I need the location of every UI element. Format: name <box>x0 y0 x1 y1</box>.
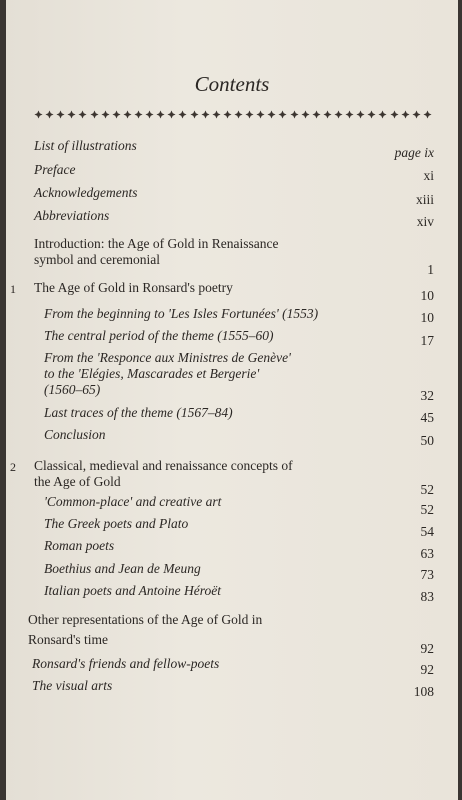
toc-entry-central-period: The central period of the theme (1555–60) <box>44 328 274 343</box>
fleuron-ornament <box>134 110 143 119</box>
book-page <box>6 0 458 800</box>
fleuron-ornament <box>190 110 199 119</box>
toc-entry-greek-poets: The Greek poets and Plato <box>44 516 189 531</box>
chapter-number-1: 1 <box>10 282 16 296</box>
fleuron-ornament <box>212 110 221 119</box>
toc-page-ronsards-friends: 92 <box>420 662 434 677</box>
toc-chapter-1-title: The Age of Gold in Ronsard's poetry <box>34 280 233 295</box>
toc-entry-acknowledgements: Acknowledgements <box>34 185 138 200</box>
fleuron-ornament <box>267 110 276 119</box>
fleuron-ornament <box>334 110 343 119</box>
toc-page-common-place: 52 <box>420 502 434 517</box>
toc-entry-responce-line1: From the 'Responce aux Ministres de Genève' <box>44 350 291 365</box>
toc-page-conclusion: 50 <box>420 433 434 448</box>
toc-page-from-the-beginning: 10 <box>420 310 434 325</box>
fleuron-ornament <box>423 110 432 119</box>
toc-entry-from-the-beginning: From the beginning to 'Les Isles Fortunées' (1553) <box>44 306 319 321</box>
toc-entry-common-place: 'Common-place' and creative art <box>44 494 222 509</box>
toc-page-italian-poets: 83 <box>420 589 434 604</box>
toc-entry-boethius: Boethius and Jean de Meung <box>44 561 201 576</box>
toc-page-chapter-1: 10 <box>420 288 434 303</box>
fleuron-ornament <box>401 110 410 119</box>
toc-page-chapter-2: 52 <box>420 482 434 497</box>
toc-chapter-2-title-line2: the Age of Gold <box>34 474 121 489</box>
toc-entry-list-of-illustrations: List of illustrations <box>34 138 137 153</box>
ornament-rule <box>34 108 432 120</box>
toc-page-greek-poets: 54 <box>420 524 434 539</box>
toc-entry-ronsards-friends: Ronsard's friends and fellow-poets <box>32 656 220 671</box>
fleuron-ornament <box>278 110 287 119</box>
fleuron-ornament <box>290 110 299 119</box>
toc-page-introduction: 1 <box>427 262 434 277</box>
fleuron-ornament <box>345 110 354 119</box>
fleuron-ornament <box>367 110 376 119</box>
toc-entry-preface: Preface <box>34 162 76 177</box>
toc-entry-visual-arts: The visual arts <box>32 678 113 693</box>
contents-heading: Contents <box>194 72 270 96</box>
fleuron-ornament <box>323 110 332 119</box>
fleuron-ornament <box>256 110 265 119</box>
fleuron-ornament <box>78 110 87 119</box>
fleuron-ornament <box>378 110 387 119</box>
fleuron-ornament <box>412 110 421 119</box>
toc-entry-conclusion: Conclusion <box>44 427 106 442</box>
toc-page-boethius: 73 <box>420 567 434 582</box>
fleuron-ornament <box>34 110 43 119</box>
toc-page-visual-arts: 108 <box>413 684 434 699</box>
toc-entry-responce-line3: (1560–65) <box>44 382 101 397</box>
fleuron-ornament <box>56 110 65 119</box>
toc-page-other-representations: 92 <box>420 641 434 656</box>
fleuron-ornament <box>123 110 132 119</box>
fleuron-ornament <box>301 110 310 119</box>
fleuron-ornament <box>201 110 210 119</box>
fleuron-ornament <box>67 110 76 119</box>
chapter-number-2: 2 <box>10 460 16 474</box>
fleuron-ornament <box>178 110 187 119</box>
fleuron-ornament <box>145 110 154 119</box>
fleuron-ornament <box>245 110 254 119</box>
toc-page-list-of-illustrations: page ix <box>394 145 434 160</box>
fleuron-ornament <box>223 110 232 119</box>
fleuron-ornament <box>234 110 243 119</box>
toc-entry-introduction-line1: Introduction: the Age of Gold in Renaissance <box>34 236 279 251</box>
toc-page-responce: 32 <box>420 388 434 403</box>
toc-entry-roman-poets: Roman poets <box>44 538 115 553</box>
toc-entry-last-traces: Last traces of the theme (1567–84) <box>44 405 233 420</box>
toc-entry-other-representations-line2: Ronsard's time <box>28 632 109 647</box>
fleuron-ornament <box>45 110 54 119</box>
fleuron-ornament <box>356 110 365 119</box>
toc-page-acknowledgements: xiii <box>415 192 434 207</box>
fleuron-ornament <box>167 110 176 119</box>
fleuron-ornament <box>101 110 110 119</box>
toc-entry-italian-poets: Italian poets and Antoine Héroët <box>44 583 221 598</box>
toc-page-abbreviations: xiv <box>416 214 434 229</box>
fleuron-ornament <box>90 110 99 119</box>
toc-chapter-2-title-line1: Classical, medieval and renaissance concepts of <box>34 458 293 473</box>
toc-entry-responce-line2: to the 'Elégies, Mascarades et Bergerie' <box>44 366 260 381</box>
fleuron-ornament <box>390 110 399 119</box>
fleuron-ornament <box>156 110 165 119</box>
toc-page-preface: xi <box>423 168 434 183</box>
toc-page-central-period: 17 <box>420 333 434 348</box>
fleuron-ornament <box>112 110 121 119</box>
fleuron-ornament <box>312 110 321 119</box>
toc-entry-abbreviations: Abbreviations <box>34 208 110 223</box>
toc-entry-introduction-line2: symbol and ceremonial <box>34 252 160 267</box>
toc-page-roman-poets: 63 <box>420 546 434 561</box>
toc-entry-other-representations-line1: Other representations of the Age of Gold in <box>28 612 263 627</box>
toc-page-last-traces: 45 <box>420 410 434 425</box>
